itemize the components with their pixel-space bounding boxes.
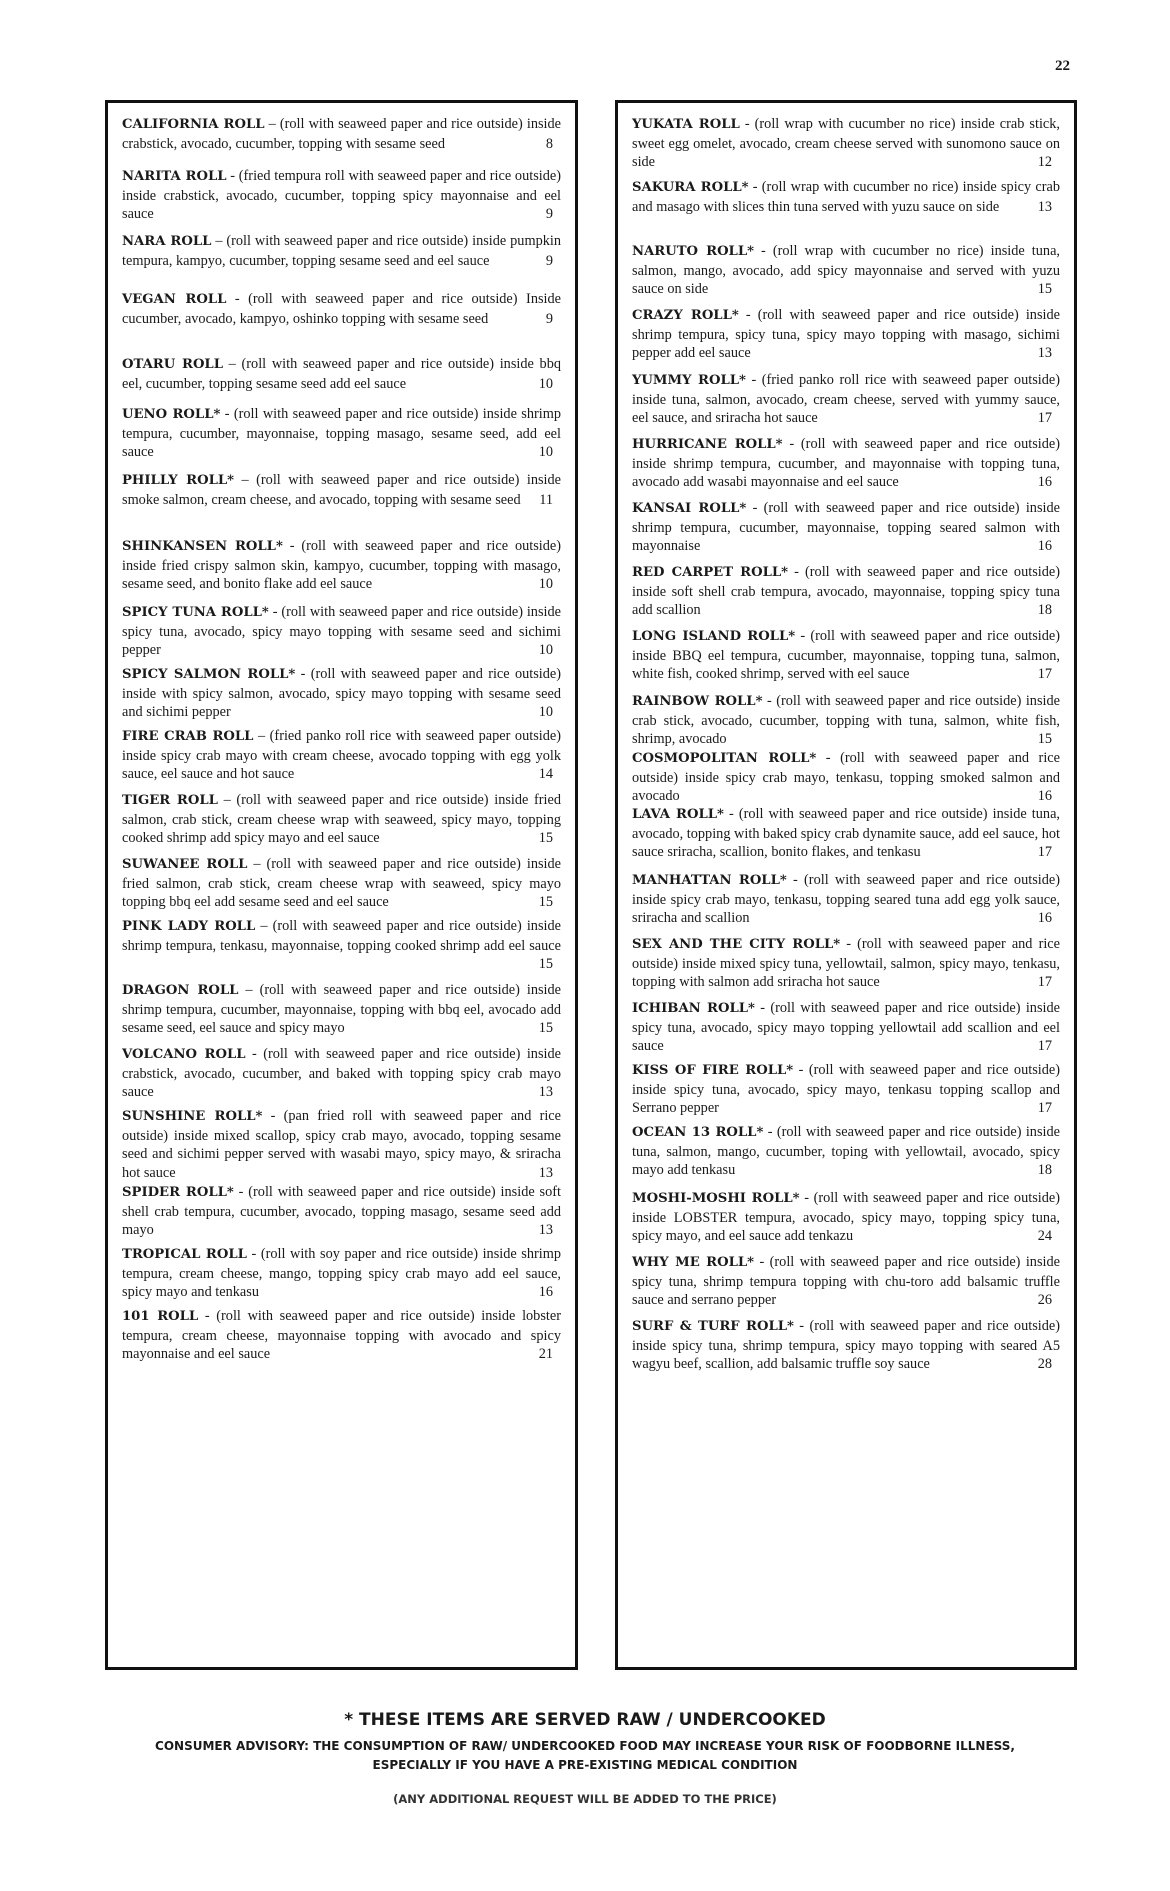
menu-item-name: OTARU ROLL (122, 357, 223, 372)
menu-item-name: MANHATTAN ROLL* (632, 873, 787, 888)
menu-item (122, 1107, 561, 1182)
menu-item (632, 242, 1060, 299)
menu-item-description: - (roll with seaweed paper and rice outside) inside shrimp tempura, spicy tuna, spicy mayo topping with masago, sichimi pepper add eel sauce (632, 307, 1060, 361)
menu-item (632, 871, 1060, 928)
menu-item-description: - (roll with soy paper and rice outside) inside shrimp tempura, cream cheese, mango, topping spicy crab mayo add eel sauce, spicy mayo and tenkasu (122, 1246, 562, 1300)
menu-item-price: 8 (545, 135, 553, 152)
menu-item-price: 24 (1037, 1228, 1052, 1244)
menu-item-description: - (roll with seaweed paper and rice outside) inside spicy tuna, shrimp tempura, spicy mayo topping with seared A5 wagyu beef, scallion, add balsamic truffle soy sauce (632, 1318, 1060, 1372)
menu-item (632, 692, 1060, 749)
menu-item-description: - (roll with seaweed paper and rice outside) inside spicy crab mayo, tenkasu, topping smoked salmon and avocado (632, 750, 1060, 804)
menu-item (632, 115, 1060, 172)
menu-item-name: COSMOPOLITAN ROLL* (632, 751, 817, 766)
menu-item-price: 9 (545, 310, 553, 327)
menu-item (122, 855, 561, 912)
menu-item-description: - (roll with seaweed paper and rice outside) Inside cucumber, avocado, kampyo, oshinko topping with sesame seed (122, 291, 561, 327)
menu-item-price: 16 (538, 1284, 553, 1300)
menu-item-name: RAINBOW ROLL* (632, 694, 763, 709)
menu-item-name: NARA ROLL (122, 234, 212, 249)
menu-item (632, 1189, 1060, 1246)
menu-item (632, 935, 1060, 992)
menu-item (632, 749, 1060, 806)
menu-item-description: - (roll with seaweed paper and rice outside) inside spicy tuna, avocado, spicy mayo, tenkasu topping scallop and Serrano pepper (632, 1062, 1060, 1116)
menu-item-price: 15 (538, 830, 553, 846)
menu-item-description: – (roll with seaweed paper and rice outside) inside shrimp tempura, tenkasu, mayonnaise, topping cooked shrimp add eel sauce (122, 918, 561, 954)
menu-item-name: VEGAN ROLL (122, 292, 227, 307)
menu-item-price: 16 (1037, 538, 1052, 554)
menu-item (122, 471, 561, 509)
menu-item (632, 805, 1060, 862)
menu-item-price: 13 (538, 1164, 553, 1181)
menu-item-description: - (roll with seaweed paper and rice outside) inside soft shell crab tempura, cucumber, avocado, topping masago, sesame seed add mayo (122, 1184, 561, 1238)
menu-item-description: - (roll with seaweed paper and rice outside) inside spicy crab mayo, tenkasu, topping seared tuna add egg yolk sauce, sriracha and scallion (632, 872, 1060, 926)
menu-item-price: 15 (1037, 731, 1052, 747)
menu-item-price: 10 (538, 375, 553, 392)
menu-item-name: PINK LADY ROLL (122, 919, 256, 934)
menu-item-name: SAKURA ROLL* (632, 180, 749, 195)
menu-item (122, 167, 561, 224)
menu-item-description: - (roll wrap with cucumber no rice) inside tuna, salmon, mango, avocado, add spicy mayonnaise and served with yuzu sauce on side (632, 243, 1060, 297)
menu-item-description: - (roll wrap with cucumber no rice) inside spicy crab and masago with slices thin tuna served with yuzu sauce on side (632, 179, 1060, 215)
menu-item-name: SEX AND THE CITY ROLL* (632, 937, 841, 952)
menu-item-description: - (roll with seaweed paper and rice outside) inside fried crispy salmon skin, kampyo, cucumber, topping with masago, sesame seed, and bonito flake add eel sauce (122, 538, 561, 592)
menu-item-price: 15 (538, 894, 553, 910)
menu-item-price: 28 (1037, 1356, 1052, 1372)
menu-item (122, 1045, 561, 1102)
menu-item-price: 18 (1037, 602, 1052, 618)
menu-item-price: 10 (538, 704, 553, 720)
menu-item-price: 17 (1037, 410, 1052, 426)
menu-item-price: 10 (538, 642, 553, 658)
menu-item-price: 15 (538, 956, 553, 972)
menu-item-name: SUNSHINE ROLL* (122, 1109, 263, 1124)
menu-item-price: 10 (538, 576, 553, 592)
menu-item-price: 13 (538, 1222, 553, 1238)
menu-item-name: SURF & TURF ROLL* (632, 1319, 794, 1334)
menu-item-name: HURRICANE ROLL* (632, 437, 783, 452)
menu-item-name: TROPICAL ROLL (122, 1247, 247, 1262)
menu-item-description: – (roll with seaweed paper and rice outside) inside bbq eel, cucumber, topping sesame seed add eel sauce (122, 356, 561, 392)
menu-item-description: – (roll with seaweed paper and rice outside) inside smoke salmon, cream cheese, and avocado, topping with sesame seed (122, 472, 561, 508)
menu-item (632, 371, 1060, 428)
menu-item (122, 917, 561, 974)
menu-column-right (615, 100, 1077, 1670)
menu-item-name: CALIFORNIA ROLL (122, 117, 265, 132)
menu-item-price: 15 (1037, 281, 1052, 297)
menu-item-price: 16 (1037, 910, 1052, 926)
menu-item-name: SPIDER ROLL* (122, 1185, 234, 1200)
menu-item (632, 1123, 1060, 1180)
menu-item-name: KANSAI ROLL* (632, 501, 747, 516)
menu-item-price: 13 (538, 1084, 553, 1100)
menu-item-name: VOLCANO ROLL (122, 1047, 246, 1062)
menu-item-name: LAVA ROLL* (632, 807, 724, 822)
menu-item-price: 10 (538, 444, 553, 460)
menu-item-description: - (roll with seaweed paper and rice outside) inside mixed spicy tuna, yellowtail, salmon, spicy mayo, tenkasu, topping with salmon add sriracha hot sauce (632, 936, 1060, 990)
menu-item (632, 435, 1060, 492)
menu-item (122, 791, 561, 848)
menu-item (632, 1317, 1060, 1374)
menu-item-description: - (roll with seaweed paper and rice outside) inside shrimp tempura, cucumber, mayonnaise, topping seared salmon with mayonnaise (632, 500, 1060, 554)
raw-items-notice: * THESE ITEMS ARE SERVED RAW / UNDERCOOKED (344, 1710, 826, 1730)
menu-item-price: 18 (1037, 1162, 1052, 1178)
menu-item-description: - (roll with seaweed paper and rice outside) inside shrimp tempura, cucumber, mayonnaise, topping masago, sesame seed, add eel sauce (122, 406, 561, 460)
advisory-line-1: CONSUMER ADVISORY: THE CONSUMPTION OF RAW/ UNDERCOOKED FOOD MAY INCREASE YOUR RISK OF FOODBORNE ILLNESS, (155, 1739, 1015, 1753)
menu-item-name: NARITA ROLL (122, 169, 227, 184)
menu-item-name: WHY ME ROLL* (632, 1255, 755, 1270)
menu-item (122, 603, 561, 660)
menu-item-name: LONG ISLAND ROLL* (632, 629, 796, 644)
menu-item-description: – (roll with seaweed paper and rice outside) inside fried salmon, crab stick, cream cheese wrap with seaweed, spicy mayo topping bbq eel add sesame seed and eel sauce (122, 856, 561, 910)
menu-item (122, 115, 561, 153)
menu-item-name: SUWANEE ROLL (122, 857, 248, 872)
menu-item-price: 21 (538, 1346, 553, 1362)
menu-item-price: 26 (1037, 1292, 1052, 1308)
menu-item-name: CRAZY ROLL* (632, 308, 739, 323)
menu-item-description: - (roll with seaweed paper and rice outside) inside BBQ eel tempura, cucumber, mayonnaise, topping tuna, salmon, white fish, cooked shrimp, served with eel sauce (632, 628, 1060, 682)
menu-item (632, 178, 1060, 216)
menu-column-left (105, 100, 578, 1670)
menu-item-description: - (fried panko roll rice with seaweed paper outside) inside tuna, salmon, avocado, cream cheese, served with yummy sauce, eel sauce, and sriracha hot sauce (632, 372, 1060, 426)
menu-item-description: – (roll with seaweed paper and rice outside) inside crabstick, avocado, cucumber, topping with sesame seed (122, 116, 561, 152)
menu-item-name: MOSHI-MOSHI ROLL* (632, 1191, 800, 1206)
menu-item-description: - (roll with seaweed paper and rice outside) inside soft shell crab tempura, avocado, mayonnaise, topping spicy tuna add scallion (632, 564, 1060, 618)
menu-item-description: - (roll with seaweed paper and rice outside) inside with spicy salmon, avocado, spicy mayo topping with sesame seed and sichimi pepper (122, 666, 562, 720)
menu-item-description: - (roll with seaweed paper and rice outside) inside crabstick, avocado, cucumber, and baked with topping spicy crab mayo sauce (122, 1046, 561, 1100)
menu-item-description: – (roll with seaweed paper and rice outside) inside shrimp tempura, cucumber, mayonnaise, topping with bbq eel, avocado add sesame seed, eel sauce and spicy mayo (122, 982, 562, 1036)
menu-item-price: 17 (1037, 1100, 1052, 1116)
consumer-advisory (0, 1737, 1170, 1775)
menu-item-price: 11 (539, 491, 553, 508)
menu-item-description: – (fried panko roll rice with seaweed paper outside) inside spicy crab mayo with cream cheese, avocado topping with egg yolk sauce, eel sauce and hot sauce (122, 728, 561, 782)
menu-item-price: 15 (538, 1020, 553, 1036)
menu-item (122, 1183, 561, 1240)
menu-item-price: 16 (1037, 788, 1052, 804)
menu-item (122, 665, 561, 722)
menu-item-price: 13 (1037, 198, 1052, 215)
menu-item-name: SPICY SALMON ROLL* (122, 667, 296, 682)
advisory-line-2: ESPECIALLY IF YOU HAVE A PRE-EXISTING MEDICAL CONDITION (372, 1758, 798, 1772)
menu-item-description: - (roll with seaweed paper and rice outside) inside tuna, salmon, mango, cucumber, toping with yellowtail, avocado, spicy mayo add tenkasu (632, 1124, 1060, 1178)
menu-item-price: 17 (1037, 974, 1052, 990)
menu-item-name: YUKATA ROLL (632, 117, 740, 132)
menu-item (122, 981, 561, 1038)
menu-item-description: - (roll wrap with cucumber no rice) inside crab stick, sweet egg omelet, avocado, cream cheese served with sunomono sauce on side (632, 116, 1060, 170)
menu-item-description: - (roll with seaweed paper and rice outside) inside spicy tuna, avocado, spicy mayo topping yellowtail add scallion and eel sauce (632, 1000, 1060, 1054)
menu-item-name: NARUTO ROLL* (632, 244, 754, 259)
menu-item-price: 13 (1037, 345, 1052, 361)
menu-item-name: 101 ROLL (122, 1309, 199, 1324)
menu-item (122, 1245, 561, 1302)
menu-item-price: 9 (545, 206, 553, 222)
menu-item (632, 306, 1060, 363)
menu-item-description: - (fried tempura roll with seaweed paper and rice outside) inside crabstick, avocado, cucumber, topping spicy mayonnaise and eel sauce (122, 168, 561, 222)
menu-item-price: 16 (1037, 474, 1052, 490)
menu-item-price: 14 (538, 766, 553, 782)
menu-item (632, 563, 1060, 620)
menu-item (632, 1061, 1060, 1118)
menu-item-price: 12 (1037, 154, 1052, 170)
menu-item-name: DRAGON ROLL (122, 983, 239, 998)
menu-item-name: TIGER ROLL (122, 793, 218, 808)
menu-item-price: 17 (1037, 844, 1052, 860)
additional-request-notice: (ANY ADDITIONAL REQUEST WILL BE ADDED TO THE PRICE) (393, 1792, 777, 1806)
menu-item-description: - (roll with seaweed paper and rice outside) inside spicy tuna, shrimp tempura topping with chu-toro add balsamic truffle sauce and serrano pepper (632, 1254, 1060, 1308)
menu-item-description: - (roll with seaweed paper and rice outside) inside spicy tuna, avocado, spicy mayo topping with sesame seed and sichimi pepper (122, 604, 561, 658)
menu-item-description: – (roll with seaweed paper and rice outside) inside pumpkin tempura, kampyo, cucumber, topping sesame seed and eel sauce (122, 233, 561, 269)
menu-item-description: - (roll with seaweed paper and rice outside) inside LOBSTER tempura, avocado, spicy mayo, topping spicy tuna, spicy mayo, and eel sauce add tenkazu (632, 1190, 1060, 1244)
menu-item-name: SHINKANSEN ROLL* (122, 539, 283, 554)
menu-item-name: KISS OF FIRE ROLL* (632, 1063, 794, 1078)
menu-item-description: - (roll with seaweed paper and rice outside) inside lobster tempura, cream cheese, mayonnaise topping with avocado and spicy mayonnaise and eel sauce (122, 1308, 561, 1362)
menu-item-description: - (roll with seaweed paper and rice outside) inside tuna, avocado, topping with baked spicy crab dynamite sauce, add eel sauce, hot sauce sriracha, scallion, bonito flakes, and tenkasu (632, 806, 1060, 860)
menu-item-price: 9 (545, 252, 553, 269)
menu-item-description: – (roll with seaweed paper and rice outside) inside fried salmon, crab stick, cream cheese wrap with seaweed, spicy mayo, topping cooked shrimp add spicy mayo and eel sauce (122, 792, 562, 846)
menu-item (122, 537, 561, 594)
menu-item (632, 999, 1060, 1056)
menu-item-name: PHILLY ROLL* (122, 473, 235, 488)
menu-item-description: - (pan fried roll with seaweed paper and rice outside) inside mixed scallop, spicy crab mayo, avocado, topping sesame seed and sichimi pepper served with wasabi mayo, spicy mayo, & sriracha hot sauce (122, 1108, 561, 1181)
menu-item (122, 1307, 561, 1364)
menu-item-name: RED CARPET ROLL* (632, 565, 789, 580)
menu-item-name: ICHIBAN ROLL* (632, 1001, 755, 1016)
menu-item-name: OCEAN 13 ROLL* (632, 1125, 764, 1140)
page-number: 22 (1055, 58, 1070, 74)
menu-item (122, 290, 561, 328)
menu-item (122, 727, 561, 784)
menu-item-name: SPICY TUNA ROLL* (122, 605, 269, 620)
menu-item-name: YUMMY ROLL* (632, 373, 746, 388)
menu-item (122, 232, 561, 270)
menu-item (632, 1253, 1060, 1310)
menu-item-description: - (roll with seaweed paper and rice outside) inside shrimp tempura, cucumber, and mayonnaise with topping tuna, avocado add wasabi mayonnaise and eel sauce (632, 436, 1060, 490)
menu-item-name: UENO ROLL* (122, 407, 221, 422)
menu-item-price: 17 (1037, 1038, 1052, 1054)
menu-item-description: - (roll with seaweed paper and rice outside) inside crab stick, avocado, cucumber, topping with tuna, salmon, white fish, shrimp, avocado (632, 693, 1060, 747)
menu-item (632, 627, 1060, 684)
menu-item-price: 17 (1037, 666, 1052, 682)
menu-item (122, 355, 561, 393)
menu-item (122, 405, 561, 462)
menu-item-name: FIRE CRAB ROLL (122, 729, 254, 744)
menu-item (632, 499, 1060, 556)
